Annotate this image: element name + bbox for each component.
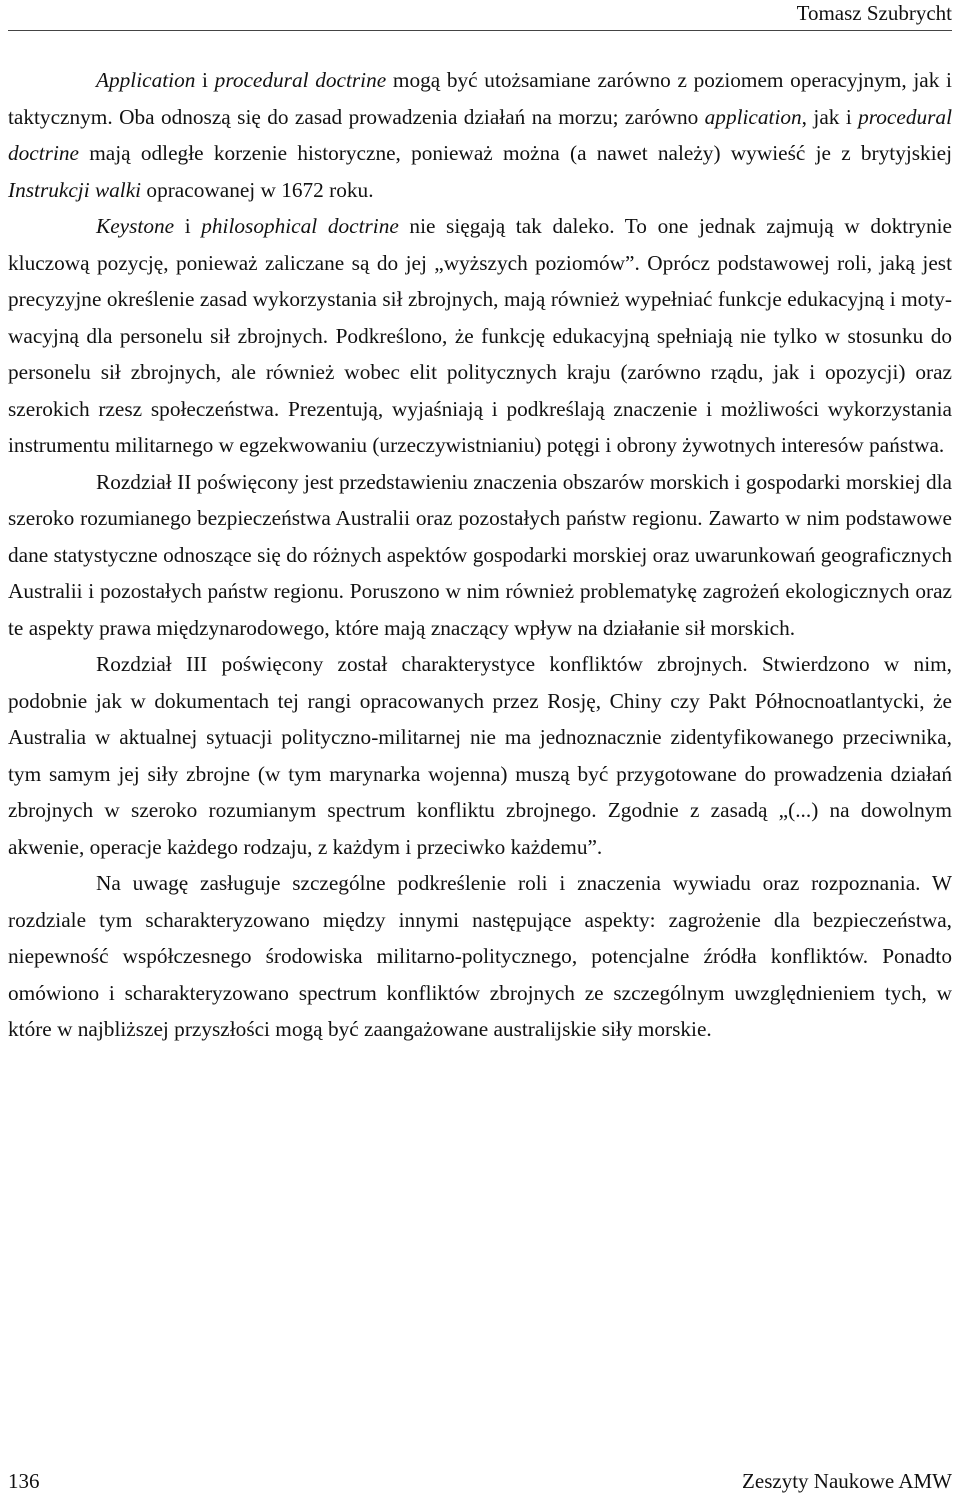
paragraph (8, 646, 952, 865)
text-run: nie sięgają tak daleko. To one jednak zajmują w doktrynie kluczową pozycję, ponieważ zaliczane są do jej „wyższych poziomów”. Oprócz podstawowej roli, jaką jest precyzyjne określenie zasad wykorzystania sił zbrojnych, mają również wypełniać funkcje edukacyjną i motywacyjną dla personelu sił zbrojnych. Podkreślono, że funkcję edukacyjną spełniają nie tylko w stosunku do personelu sił zbrojnych, ale również wobec elit politycznych kraju (zarówno rządu, jak i opozycji) oraz szerokich rzesz społeczeństwa. Prezentują, wyjaśniają i podkreślają znaczenie i możliwości wykorzystania instrumentu militarnego w egzekwowaniu (urzeczywistnianiu) potęgi i obrony żywotnych interesów państwa. (8, 214, 952, 457)
text-run: mają odległe korzenie historyczne, ponieważ można (a nawet należy) wywieść je z brytyjskiej (78, 141, 952, 165)
italic-term: Application (96, 68, 196, 92)
italic-term: philosophical doctrine (201, 214, 399, 238)
text-run: Na uwagę zasługuje szczególne podkreślenie roli i znaczenia wywiadu oraz rozpoznania. W rozdziale tym scharakteryzowano między innymi następujące aspekty: zagrożenie dla bezpieczeństwa, niepewność współczesnego środowiska militarno-politycznego, potencjalne źródła konfliktów. Ponadto omówiono i scharakteryzowano spectrum konfliktów zbrojnych ze szczególnym uwzględnieniem tych, w które w najbliższej przyszłości mogą być zaangażowane australijskie siły morskie. (8, 871, 952, 1041)
body-text (8, 62, 952, 1048)
journal-name: Zeszyty Naukowe AMW (742, 1469, 952, 1493)
text-run: i (195, 68, 215, 92)
paragraph (8, 464, 952, 647)
text-run: i (174, 214, 202, 238)
header-author: Tomasz Szubrycht (796, 1, 952, 25)
paragraph (8, 62, 952, 208)
italic-term: procedural doctrine (214, 68, 387, 92)
text-run: mogą być utożsamiane zarówno z poziomem operacyjnym, jak i taktycznym. Oba odnoszą się do zasad prowadzenia działań na morzu; zarówno (8, 68, 952, 129)
text-run: Rozdział II poświęcony jest przedstawieniu znaczenia obszarów morskich i gospodarki morskiej dla szeroko rozumianego bezpieczeństwa Australii oraz pozostałych państw regionu. Zawarto w nim podstawowe dane statystyczne odnoszące się do różnych aspektów gospodarki morskiej oraz uwarunkowań geograficznych Australii i pozostałych państw regionu. Poruszono w nim również problematykę zagrożeń ekologicznych oraz te aspekty prawa międzynarodowego, które mają znaczący wpływ na działanie sił morskich. (8, 469, 952, 640)
text-run: , jak i (801, 104, 859, 129)
paragraph (8, 865, 952, 1048)
text-run: opracowanej w 1672 roku. (141, 177, 374, 202)
running-header (8, 0, 952, 31)
italic-term: Keystone (96, 214, 175, 238)
text-run: Rozdział III poświęcony został charakterystyce konfliktów zbrojnych. Stwierdzono w nim, podobnie jak w dokumentach tej rangi opracowanych przez Rosję, Chiny czy Pakt Północnoatlantycki, że Australia w aktualnej sytuacji polityczno-militarnej nie ma jednoznacznie zidentyfikowanego przeciwnika, tym samym jej siły zbrojne (w tym marynarka wojenna) muszą być przygotowane do prowadzenia działań zbrojnych w szeroko rozumianym spectrum konfliktu zbrojnego. Zgodnie z zasadą „(...) na dowolnym akwenie, operacje każdego rodzaju, z każdym i przeciwko każdemu”. (8, 652, 952, 859)
paragraph (8, 208, 952, 464)
italic-term: application (704, 104, 802, 129)
italic-term: Instrukcji walki (8, 177, 142, 202)
page-number: 136 (8, 1469, 40, 1493)
italic-term: procedural doctrine (8, 104, 952, 165)
